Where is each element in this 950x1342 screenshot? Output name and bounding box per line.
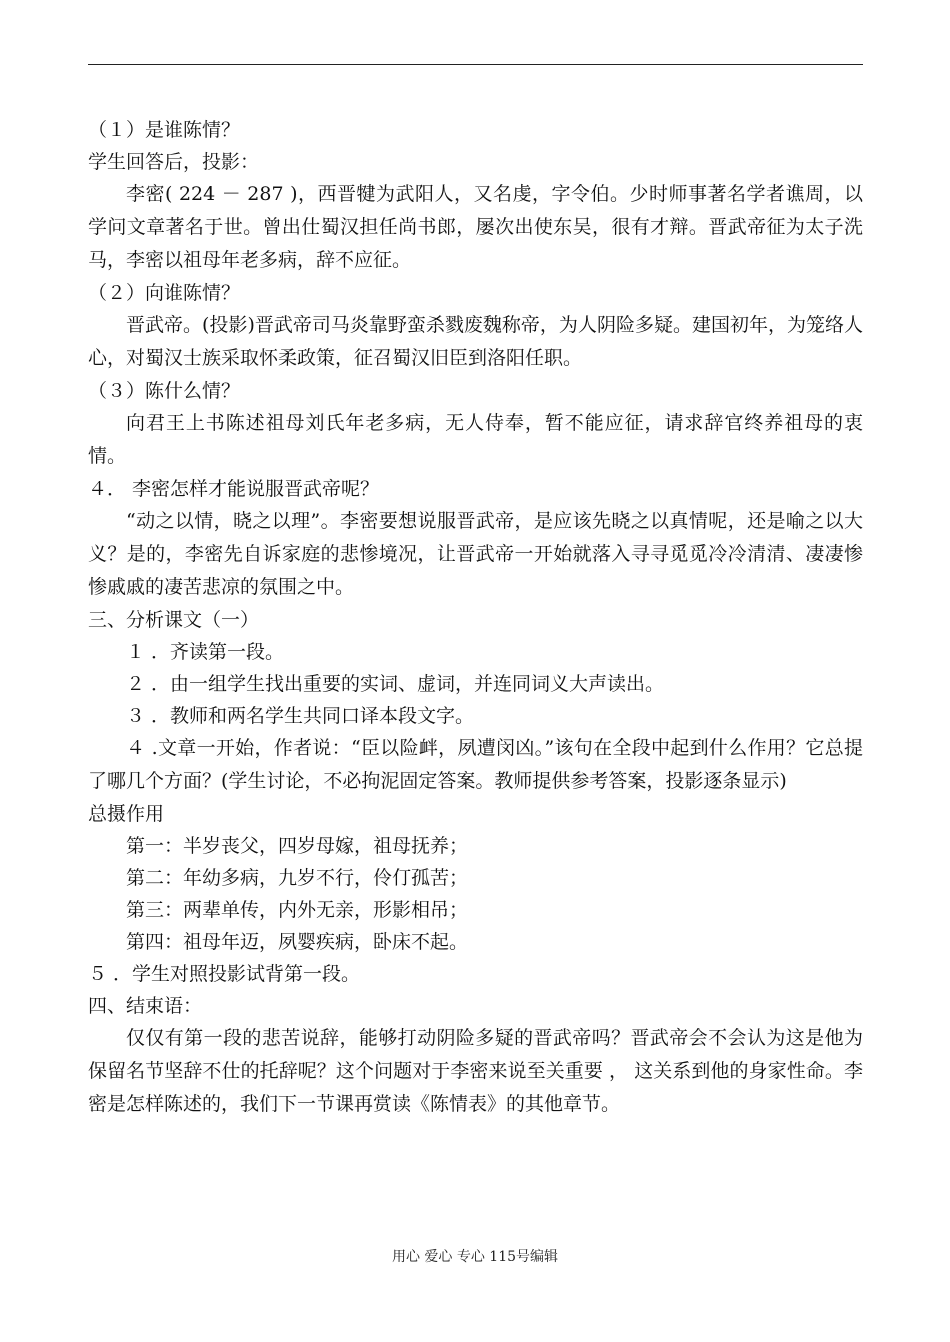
section-3-step-1: １ ．齐读第一段。 bbox=[126, 641, 285, 663]
summary-point-1: 第一：半岁丧父，四岁母嫁，祖母抚养； bbox=[126, 835, 469, 857]
item-5: ５ ．学生对照投影试背第一段。 bbox=[88, 963, 361, 985]
closing-paragraph: 仅仅有第一段的悲苦说辞，能够打动阴险多疑的晋武帝吗？晋武帝会不会认为这是他为保留名节坚辞不仕的托辞呢？这个问题对于李密来说至关重要 ， 这关系到他的身家性命。李密是怎样陈述的，我们下一节课再赏读《陈情表》的其他章节。 bbox=[88, 1027, 863, 1115]
question-1-heading: （１）是谁陈情？ bbox=[88, 119, 241, 141]
summary-point-4: 第四：祖母年迈，夙婴疾病，卧床不起。 bbox=[126, 931, 469, 953]
question-3-heading: （３）陈什么情？ bbox=[88, 380, 241, 402]
section-3-step-3: ３ ．教师和两名学生共同口译本段文字。 bbox=[126, 705, 475, 727]
summary-point-2: 第二：年幼多病，九岁不行，伶仃孤苦； bbox=[126, 867, 469, 889]
question-2-answer: 晋武帝。(投影)晋武帝司马炎靠野蛮杀戮废魏称帝，为人阴险多疑。建国初年，为笼络人心，对蜀汉士族采取怀柔政策，征召蜀汉旧臣到洛阳任职。 bbox=[88, 314, 863, 369]
item-4-heading: ４． 李密怎样才能说服晋武帝呢？ bbox=[88, 478, 380, 500]
section-4-heading: 四、结束语： bbox=[88, 995, 203, 1017]
summary-point-3: 第三：两辈单传，内外无亲，形影相吊； bbox=[126, 899, 469, 921]
question-2-heading: （２）向谁陈情？ bbox=[88, 282, 241, 304]
section-3-heading: 三、分析课文（一） bbox=[88, 609, 260, 631]
question-1-intro: 学生回答后，投影： bbox=[88, 151, 260, 173]
question-3-answer: 向君王上书陈述祖母刘氏年老多病，无人侍奉，暂不能应征，请求辞官终养祖母的衷情。 bbox=[88, 412, 863, 467]
section-3-step-2: ２ ．由一组学生找出重要的实词、虚词，并连同词义大声读出。 bbox=[126, 673, 665, 695]
question-1-answer: 李密( 224 － 287 )，西晋犍为武阳人，又名虔，字令伯。少时师事著名学者谯周，以学问文章著名于世。曾出仕蜀汉担任尚书郎，屡次出使东吴，很有才辩。晋武帝征为太子洗马，李密以祖母年老多病，辞不应征。 bbox=[88, 183, 863, 271]
page-footer: 用心 爱心 专心 115号编辑 bbox=[391, 1249, 559, 1265]
document-body bbox=[88, 114, 863, 1121]
item-4-paragraph: “动之以情，晓之以理”。李密要想说服晋武帝，是应该先晓之以真情呢，还是喻之以大义？是的，李密先自诉家庭的悲惨境况，让晋武帝一开始就落入寻寻觅觅冷冷清清、凄凄惨惨戚戚的凄苦悲凉的氛围之中。 bbox=[88, 510, 863, 598]
section-3-step-4: ４ .文章一开始，作者说：“臣以险衅，夙遭闵凶。”该句在全段中起到什么作用？它总提了哪几个方面？(学生讨论，不必拘泥固定答案。教师提供参考答案，投影逐条显示) bbox=[88, 737, 863, 792]
summary-label: 总摄作用 bbox=[88, 803, 165, 825]
header-rule bbox=[88, 64, 863, 65]
